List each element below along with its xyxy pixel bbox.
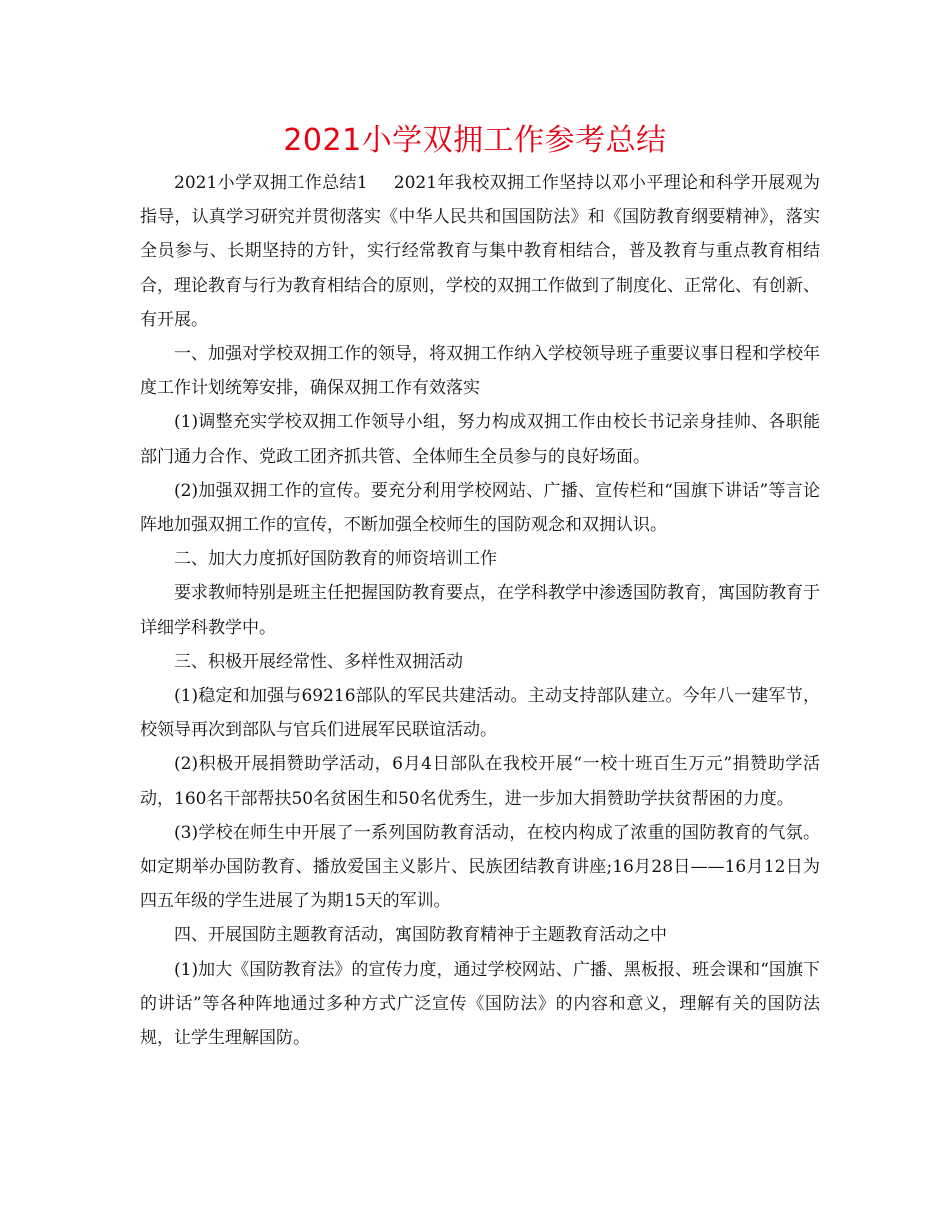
document-title: 2021小学双拥工作参考总结	[283, 123, 667, 158]
section-heading-1: 一、加强对学校双拥工作的领导，将双拥工作纳入学校领导班子重要议事日程和学校年度工作计划统筹安排，确保双拥工作有效落实	[140, 344, 820, 399]
paragraph-item: (1)加大《国防教育法》的宣传力度，通过学校网站、广播、黑板报、班会课和“国旗下的讲话”等各种阵地通过多种方式广泛宣传《国防法》的内容和意义，理解有关的国防法规，让学生理解国防。	[140, 959, 820, 1049]
paragraph-item: (1)稳定和加强与69216部队的军民共建活动。主动支持部队建立。今年八一建军节，校领导再次到部队与官兵们进展军民联谊活动。	[140, 686, 820, 741]
intro-label: 2021小学双拥工作总结1	[174, 173, 368, 193]
paragraph-item: (3)学校在师生中开展了一系列国防教育活动，在校内构成了浓重的国防教育的气氛。如定期举办国防教育、播放爱国主义影片、民族团结教育讲座;16月28日——16月12日为四五年级的学生进展了为期15天的军训。	[140, 822, 820, 912]
paragraph-item: 要求教师特别是班主任把握国防教育要点，在学科教学中渗透国防教育，寓国防教育于详细学科教学中。	[140, 583, 820, 638]
paragraph-item: (2)积极开展捐赞助学活动，6月4日部队在我校开展“一校十班百生万元”捐赞助学活动，160名干部帮扶50名贫困生和50名优秀生，进一步加大捐赞助学扶贫帮困的力度。	[140, 754, 820, 809]
paragraph-item: (1)调整充实学校双拥工作领导小组，努力构成双拥工作由校长书记亲身挂帅、各职能部门通力合作、党政工团齐抓共管、全体师生全员参与的良好场面。	[140, 412, 820, 467]
paragraph-item: (2)加强双拥工作的宣传。要充分利用学校网站、广播、宣传栏和“国旗下讲话”等言论阵地加强双拥工作的宣传，不断加强全校师生的国防观念和双拥认识。	[140, 480, 820, 536]
document-body	[140, 166, 820, 1055]
section-heading-4: 四、开展国防主题教育活动，寓国防教育精神于主题教育活动之中	[174, 925, 667, 946]
intro-paragraph	[140, 166, 820, 337]
paragraph-text: 2021年我校双拥工作坚持以邓小平理论和科学开展观为指导，认真学习研究并贯彻落实《中华人民共和国国防法》和《国防教育纲要精神》，落实全员参与、长期坚持的方针，实行经常教育与集中教育相结合，普及教育与重点教育相结合，理论教育与行为教育相结合的原则，学校的双拥工作做到了制度化、正常化、有创新、有开展。	[140, 173, 820, 330]
section-heading-2: 二、加大力度抓好国防教育的师资培训工作	[174, 549, 497, 570]
section-heading-3: 三、积极开展经常性、多样性双拥活动	[174, 651, 463, 672]
